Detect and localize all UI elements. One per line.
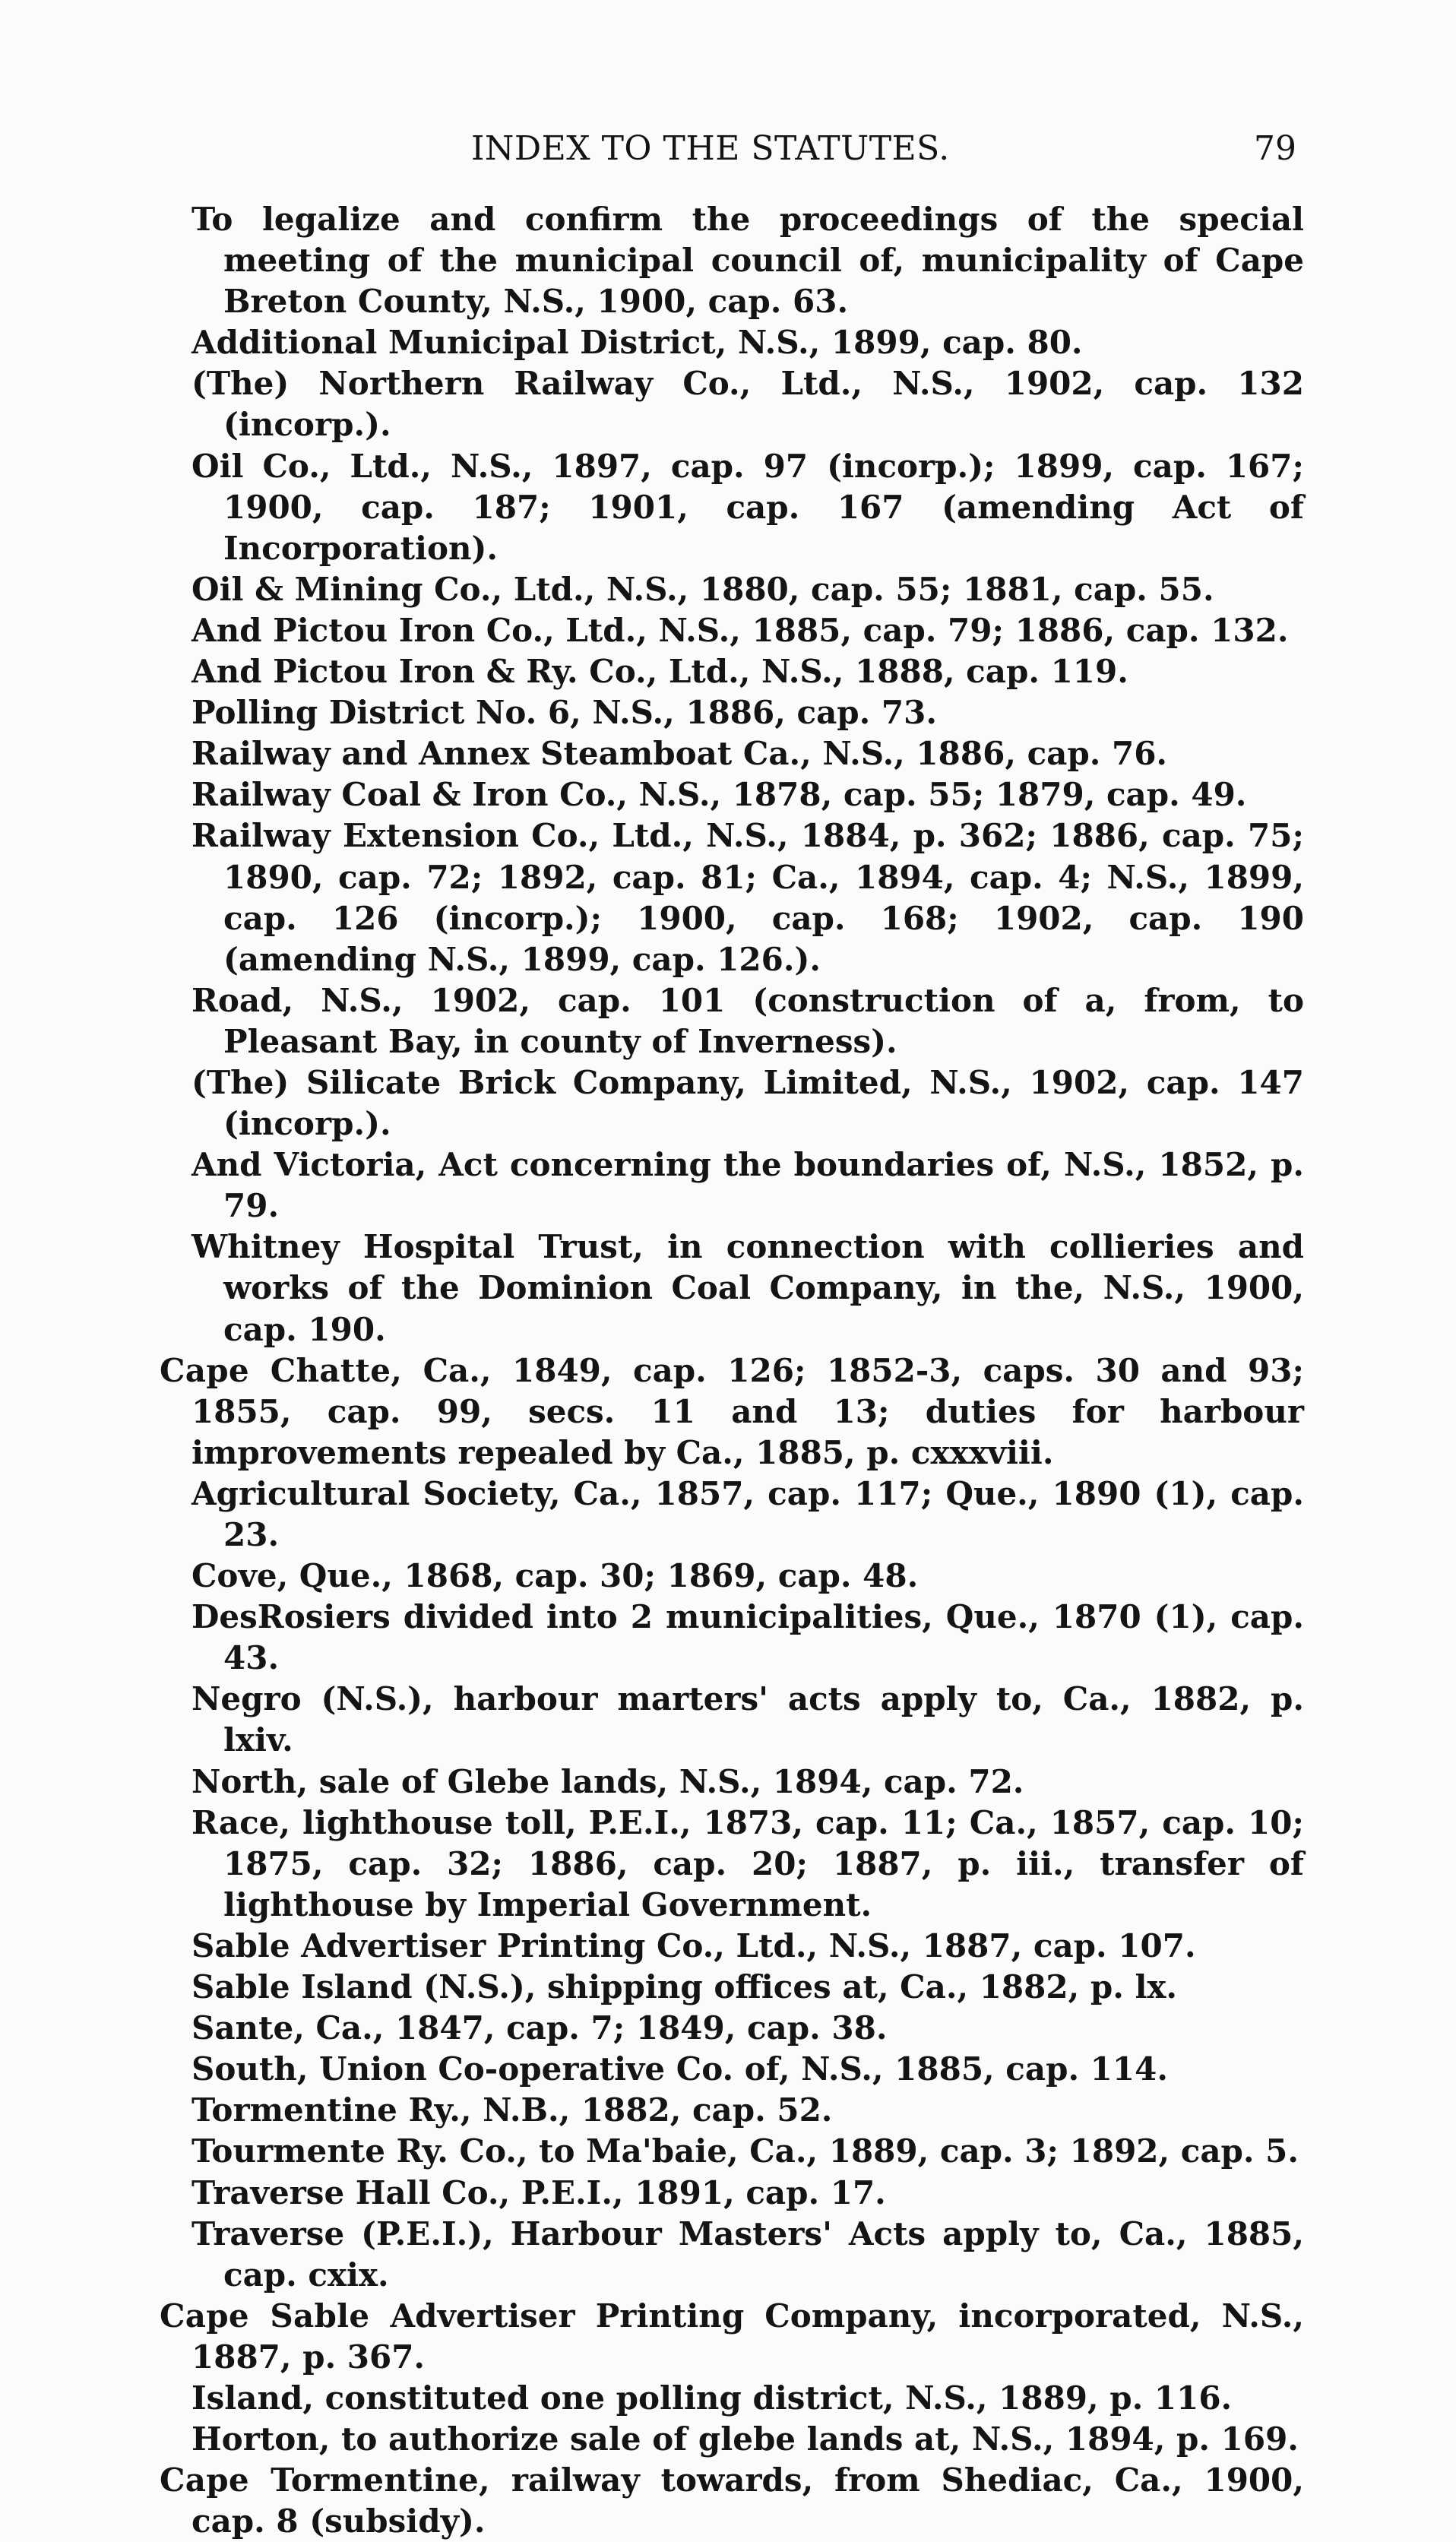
entry-text: Road, N.S., 1902, cap. 101 (construction of a, from, to Pleasant Bay, in county of Inverness). bbox=[191, 981, 1304, 1060]
entry-text: Advertiser Printing Company, incorporated, N.S., 1887, p. 367. bbox=[191, 2297, 1304, 2376]
index-entry bbox=[160, 774, 1304, 815]
page-number: 79 bbox=[1254, 129, 1296, 168]
index-entry bbox=[160, 199, 1304, 322]
entry-text: Tourmente Ry. Co., to Ma'baie, Ca., 1889, cap. 3; 1892, cap. 5. bbox=[191, 2132, 1299, 2170]
index-entry bbox=[160, 1679, 1304, 1761]
index-entry bbox=[160, 1227, 1304, 1350]
index-entry bbox=[160, 1474, 1304, 1556]
index-heading-entry bbox=[160, 2460, 1304, 2542]
index-entry bbox=[160, 569, 1304, 610]
entry-text: Cove, Que., 1868, cap. 30; 1869, cap. 48. bbox=[191, 1557, 919, 1595]
entry-text: North, sale of Glebe lands, N.S., 1894, cap. 72. bbox=[191, 1762, 1024, 1800]
entry-text: And Pictou Iron Co., Ltd., N.S., 1885, cap. 79; 1886, cap. 132. bbox=[191, 611, 1289, 649]
entry-text: And Victoria, Act concerning the boundaries of, N.S., 1852, p. 79. bbox=[191, 1146, 1304, 1225]
entry-text: Additional Municipal District, N.S., 1899, cap. 80. bbox=[191, 324, 1083, 362]
index-entry bbox=[160, 610, 1304, 651]
index-heading-entry bbox=[160, 1350, 1304, 1474]
entry-text: Polling District No. 6, N.S., 1886, cap. 73. bbox=[191, 694, 937, 732]
entry-text: Agricultural Society, Ca., 1857, cap. 117; Que., 1890 (1), cap. 23. bbox=[191, 1474, 1304, 1553]
entry-text: Sante, Ca., 1847, cap. 7; 1849, cap. 38. bbox=[191, 2009, 888, 2047]
index-entry bbox=[160, 2131, 1304, 2172]
entry-text: Railway Coal & Iron Co., N.S., 1878, cap. 55; 1879, cap. 49. bbox=[191, 776, 1247, 814]
entry-text: DesRosiers divided into 2 municipalities, Que., 1870 (1), cap. 43. bbox=[191, 1598, 1304, 1677]
index-heading-entry bbox=[160, 2296, 1304, 2378]
index-entry bbox=[160, 651, 1304, 692]
index-entry bbox=[160, 1062, 1304, 1144]
index-entry bbox=[160, 2214, 1304, 2296]
index-entry bbox=[160, 1556, 1304, 1597]
entry-text: South, Union Co-operative Co. of, N.S., 1885, cap. 114. bbox=[191, 2050, 1168, 2088]
index-entry bbox=[160, 322, 1304, 363]
entry-text: Traverse Hall Co., P.E.I., 1891, cap. 17. bbox=[191, 2173, 886, 2211]
index-entry bbox=[160, 2008, 1304, 2049]
entry-text: Traverse (P.E.I.), Harbour Masters' Acts apply to, Ca., 1885, cap. cxix. bbox=[191, 2214, 1304, 2293]
entry-text: Island, constituted one polling district, N.S., 1889, p. 116. bbox=[191, 2379, 1233, 2417]
entry-text: Negro (N.S.), harbour marters' acts apply to, Ca., 1882, p. lxiv. bbox=[191, 1680, 1304, 1759]
index-entry bbox=[160, 733, 1304, 774]
entry-text: Race, lighthouse toll, P.E.I., 1873, cap. 11; Ca., 1857, cap. 10; 1875, cap. 32; 1886, cap. 20; 1887, p. iii., transfer of lighthouse by Imperial Government. bbox=[191, 1803, 1304, 1923]
entry-text: Whitney Hospital Trust, in connection with collieries and works of the Dominion Coal Company, in the, N.S., 1900, cap. 190. bbox=[191, 1228, 1304, 1348]
index-entry bbox=[160, 1762, 1304, 1803]
entry-text: Oil Co., Ltd., N.S., 1897, cap. 97 (incorp.); 1899, cap. 167; 1900, cap. 187; 1901, cap. 167 (amending Act of Incorporation). bbox=[191, 447, 1304, 567]
entry-headword: Cape Tormentine, bbox=[160, 2461, 490, 2499]
entry-text: Oil & Mining Co., Ltd., N.S., 1880, cap. 55; 1881, cap. 55. bbox=[191, 570, 1214, 608]
entry-text: Horton, to authorize sale of glebe lands at, N.S., 1894, p. 169. bbox=[191, 2420, 1299, 2458]
index-entry bbox=[160, 1926, 1304, 1967]
entry-text: Ca., 1849, cap. 126; 1852-3, caps. 30 and 93; 1855, cap. 99, secs. 11 and 13; duties for harbour improvements repealed by Ca., 1885, p. cxxxviii. bbox=[191, 1351, 1304, 1471]
index-entry bbox=[160, 2090, 1304, 2131]
entry-text: Sable Advertiser Printing Co., Ltd., N.S., 1887, cap. 107. bbox=[191, 1926, 1196, 1964]
running-header bbox=[471, 128, 1296, 170]
entry-text: Railway Extension Co., Ltd., N.S., 1884, p. 362; 1886, cap. 75; 1890, cap. 72; 1892, cap. 81; Ca., 1894, cap. 4; N.S., 1899, cap. 126 (incorp.); 1900, cap. 168; 1902, cap. 190 (amending N.S., 1899, cap. 126.). bbox=[191, 817, 1304, 978]
index-entry bbox=[160, 1144, 1304, 1227]
entry-text: (The) Silicate Brick Company, Limited, N.S., 1902, cap. 147 (incorp.). bbox=[191, 1063, 1304, 1143]
entry-text: (The) Northern Railway Co., Ltd., N.S., 1902, cap. 132 (incorp.). bbox=[191, 365, 1304, 444]
index-entry bbox=[160, 1967, 1304, 2008]
entry-text: To legalize and confirm the proceedings of the special meeting of the municipal council of, municipality of Cape Breton County, N.S., 1900, cap. 63. bbox=[191, 201, 1304, 321]
index-entry bbox=[160, 2419, 1304, 2460]
entry-text: And Pictou Iron & Ry. Co., Ltd., N.S., 1888, cap. 119. bbox=[191, 653, 1128, 691]
entry-text: Railway and Annex Steamboat Ca., N.S., 1886, cap. 76. bbox=[191, 735, 1168, 773]
index-entry bbox=[160, 692, 1304, 733]
index-entry bbox=[160, 980, 1304, 1062]
index-entry bbox=[160, 446, 1304, 569]
index-entry bbox=[160, 815, 1304, 980]
entry-text: railway towards, from Shediac, Ca., 1900, cap. 8 (subsidy). bbox=[191, 2461, 1304, 2540]
index-entry bbox=[160, 2049, 1304, 2090]
entry-headword: Cape Chatte, bbox=[160, 1351, 403, 1389]
entry-headword: Cape Sable bbox=[160, 2297, 370, 2335]
index-entry bbox=[160, 2173, 1304, 2214]
index-entry bbox=[160, 363, 1304, 445]
entry-text: Sable Island (N.S.), shipping offices at, Ca., 1882, p. lx. bbox=[191, 1968, 1178, 2006]
index-entry bbox=[160, 1597, 1304, 1679]
entry-text: Tormentine Ry., N.B., 1882, cap. 52. bbox=[191, 2091, 833, 2129]
index-entry bbox=[160, 1803, 1304, 1926]
running-title: INDEX TO THE STATUTES. bbox=[471, 129, 950, 168]
index-entries bbox=[160, 199, 1304, 2542]
index-entry bbox=[160, 2378, 1304, 2419]
